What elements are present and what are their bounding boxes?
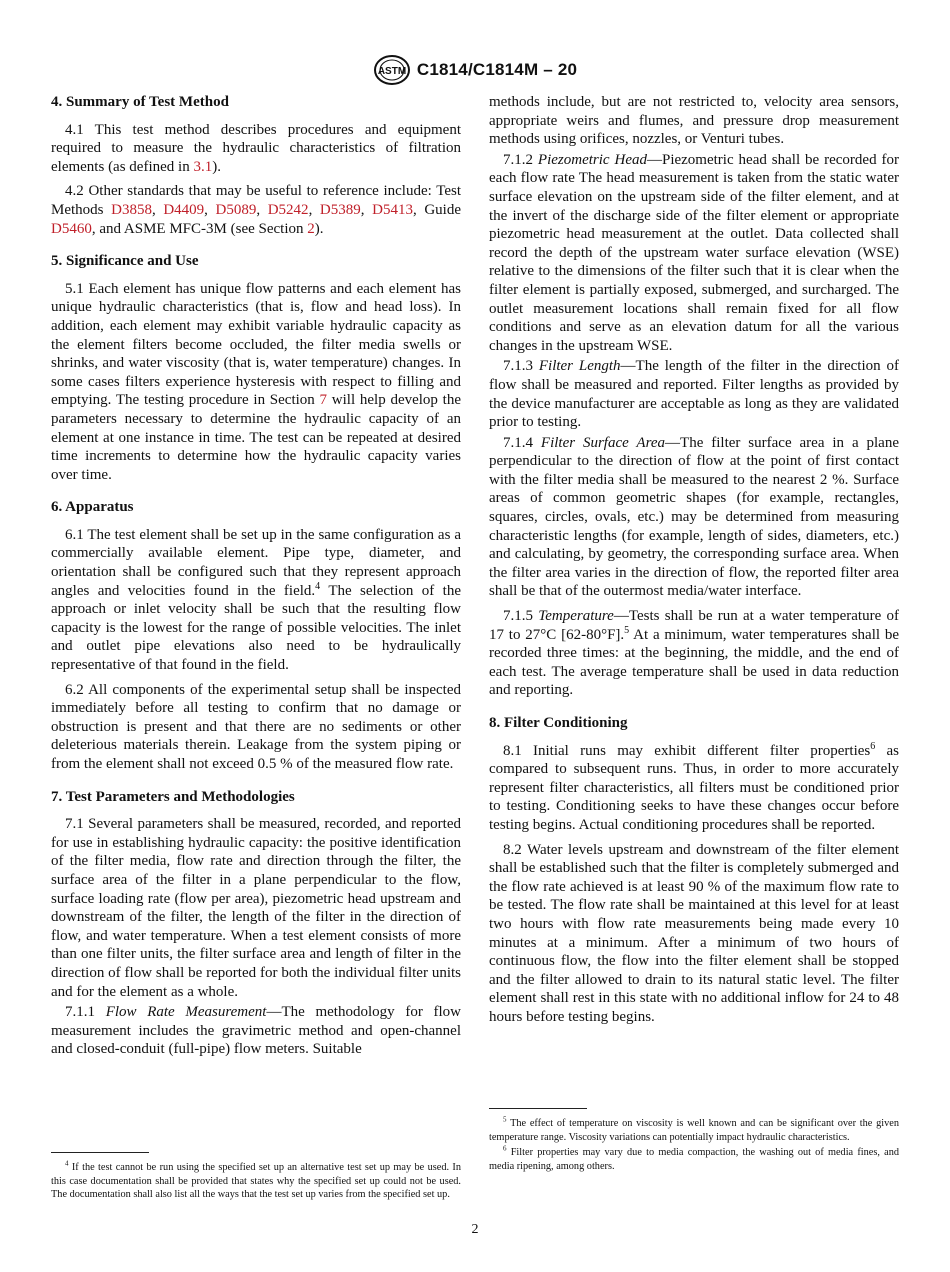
paragraph-7-1: 7.1 Several parameters shall be measured, recorded, and reported for use in establishing hydraulic capacity: the positive identification of the filter media, flow rate and direction through the filter, the surface area of the filter in a plane perpendicular to the flow, surface loading rate (flow per area), piezometric head upstream and downstream of the filter, the length of the filter in the direction of flow, and water temperature. When a test element consists of more than one filter units, the filter surface area and length of filter in the direction of flow shall be reported for both the individual filter units and for the element as a whole.	[51, 816, 461, 1000]
footnote-ref-6[interactable]: 6	[870, 740, 876, 752]
right-column	[489, 93, 899, 1033]
ref-link-d5460[interactable]: D5460	[51, 220, 92, 237]
term-flow-rate-measurement: Flow Rate Measurement	[105, 1004, 267, 1021]
paragraph-8-2: 8.2 Water levels upstream and downstream of the filter element shall be established such that the filter is completely submerged and the flow rate achieved is at least 90 % of the maximum flow rate to be tested. The flow rate shall be maintained at this level for at least two hours with flow rate measurements being made every 10 minutes at a minimum. After a minimum of two hours of continuous flow, the flow into the filter element shall be stopped and the filter allowed to drain to its natural static level. The filter element shall rest in this state with no additional inflow for 24 to 48 hours before testing begins.	[489, 841, 899, 1025]
paragraph-6-1: 6.1 The test element shall be set up in the same configuration as a commercially available element. Pipe type, diameter, and orientation shall be configured such that they represent approach angles and velocities found in the field.$^4$ The selection of the approach or inlet velocity shall be such that the resulting flow capacity is the lowest for the range of possible velocities. The inlet and outlet pipe elevations also need to be hydraulically representative of that found in the field.	[51, 526, 462, 674]
ref-link-d3858[interactable]: D3858	[111, 201, 152, 218]
paragraph-6-2: 6.2 All components of the experimental setup shall be inspected immediately before all testing to confirm that no damage or obstruction is present and that there are no sediments or other deleterious materials therein. Leakage from the system piping or from the element shall not exceed 0.5 % of the measured flow rate.	[51, 681, 461, 772]
footnote-ref-5[interactable]: 5	[624, 624, 630, 636]
ref-link-d5242[interactable]: D5242	[267, 201, 309, 218]
paragraph-8-1: 8.1 Initial runs may exhibit different filter properties$^6$ as compared to subsequent runs. Thus, in order to more accurately represent filter characteristics, all filters must be conditioned prior to testing. Conditioning seeks to have these changes occur before testing begins. Actual conditioning procedures shall be reported.	[489, 740, 899, 833]
section-7-heading: 7. Test Parameters and Methodologies	[51, 788, 295, 805]
footnote-divider	[51, 1152, 149, 1153]
section-4-heading: 4. Summary of Test Method	[51, 94, 229, 110]
term-piezometric-head: Piezometric Head	[537, 151, 647, 168]
footnote-6: $^6$ Filter properties may vary due to media compaction, the washing out of media fines, and media ripening, among others.	[489, 1144, 899, 1172]
paragraph-7-1-3: 7.1.3 Filter Length—The length of the filter in the direction of flow shall be measured and reported. Filter lengths as provided by the device manufacturer are acceptable as long as they are validated prior to testing.	[489, 358, 899, 431]
ref-link-d5089[interactable]: D5089	[215, 201, 257, 218]
paragraph-5-1: 5.1 Each element has unique flow patterns and each element has unique hydraulic characteristics (that is, flow and head loss). In addition, each element may exhibit variable hydraulic capacity as the element filters become occluded, the filter media swells or shrinks, and water viscosity (that is, water temperature) changes. In some cases filters experience hysteresis with respect to filling and emptying. The testing procedure in Section 7 will help develop the parameters necessary to determine the hydraulic capacity of an element at one instance in time. The test can be repeated at desired time increments to determine how the hydraulic capacity varies over time.	[51, 280, 461, 483]
term-filter-length: Filter Length	[538, 358, 621, 375]
paragraph-7-1-2: 7.1.2 Piezometric Head—Piezometric head shall be recorded for each flow rate The head measurement is taken from the static water surface elevation on the upstream side of the filter element, and at the invert of the discharge side of the filter element or appropriate piezometric head measurement at the outlet. Data collected shall record the depth of the upstream water surface elevation (WSE) relative to the dimensions of the filter such that it is clear when the filter element is partially exposed, submerged, and surcharged. The outlet measurement locations shall remain fixed for all flow conditions and serve as an elevation datum for all the various changes in the upstream WSE.	[489, 151, 899, 354]
footnote-ref-4[interactable]: 4	[315, 580, 321, 592]
document-designation: C1814/C1814M – 20	[416, 60, 578, 79]
ref-link-3-1[interactable]: 3.1	[193, 158, 213, 175]
paragraph-7-1-4: 7.1.4 Filter Surface Area—The filter surface area in a plane perpendicular to the direction of flow at the point of first contact with the filter media shall be measured to the nearest 2 %. Surface areas of common geometric shapes (for example, rectangles, squares, circles, ovals, etc.) may be determined from measuring characteristic lengths (for example, length of sides, diameters, etc.) and calculating, by geometry, the corresponding surface area. When the filter area varies in the direction of flow, the reported filter area shall be that of the outermost media/water interface.	[489, 434, 899, 600]
left-column	[51, 93, 461, 1061]
paragraph-7-1-1-continued: methods include, but are not restricted to, velocity area sensors, appropriate weirs and flumes, and pressure drop measurement methods using orifices, nozzles, or Venturi tubes.	[489, 94, 899, 148]
ref-link-section-2[interactable]: 2	[307, 220, 315, 237]
footnote-4: $^4$ If the test cannot be run using the specified set up an alternative test set up may be used. In this case documentation shall be provided that states why the specified set up could not be used. The documentation shall also list all the ways that the test set up varies from the specified set up.	[51, 1159, 461, 1201]
footnotes-right	[489, 1108, 899, 1175]
page-header	[0, 54, 950, 91]
term-filter-surface-area: Filter Surface Area	[540, 434, 666, 451]
paragraph-4-2: 4.2 Other standards that may be useful to reference include: Test Methods D3858, D4409, D5089, D5242, D5389, D5413, Guide D5460, and ASME MFC-3M (see Section 2).	[51, 183, 461, 237]
section-8-heading: 8. Filter Conditioning	[489, 715, 628, 731]
paragraph-4-1: 4.1 This test method describes procedures and equipment required to measure the hydraulic characteristics of filtration elements (as defined in 3.1).	[51, 121, 461, 175]
paragraph-7-1-1: 7.1.1 Flow Rate Measurement—The methodology for flow measurement includes the gravimetric method and open-channel and closed-conduit (full-pipe) flow meters. Suitable	[51, 1004, 461, 1058]
ref-link-d4409[interactable]: D4409	[163, 201, 205, 218]
footnote-divider	[489, 1108, 587, 1109]
term-temperature: Temperature	[538, 608, 614, 625]
section-5-heading: 5. Significance and Use	[51, 253, 199, 270]
ref-link-section-7[interactable]: 7	[319, 392, 328, 409]
astm-logo-icon	[373, 54, 411, 86]
section-6-heading: 6. Apparatus	[51, 499, 134, 516]
svg-text:ASTM: ASTM	[377, 66, 407, 77]
ref-link-d5413[interactable]: D5413	[372, 201, 413, 218]
page-number: 2	[471, 1222, 479, 1237]
ref-link-d5389[interactable]: D5389	[319, 201, 361, 218]
footnote-5: $^5$ The effect of temperature on viscosity is well known and can be significant over the given temperature range. Viscosity variations can potentially impact hydraulic characteristics.	[489, 1115, 899, 1143]
footnotes-left	[51, 1152, 461, 1204]
paragraph-7-1-5: 7.1.5 Temperature—Tests shall be run at a water temperature of 17 to 27°C [62-80°F].$^5$ At a minimum, water temperatures shall be recorded three times: at the beginning, the middle, and the end of each test. The average temperature shall be used in data reduction and reporting.	[489, 608, 900, 699]
